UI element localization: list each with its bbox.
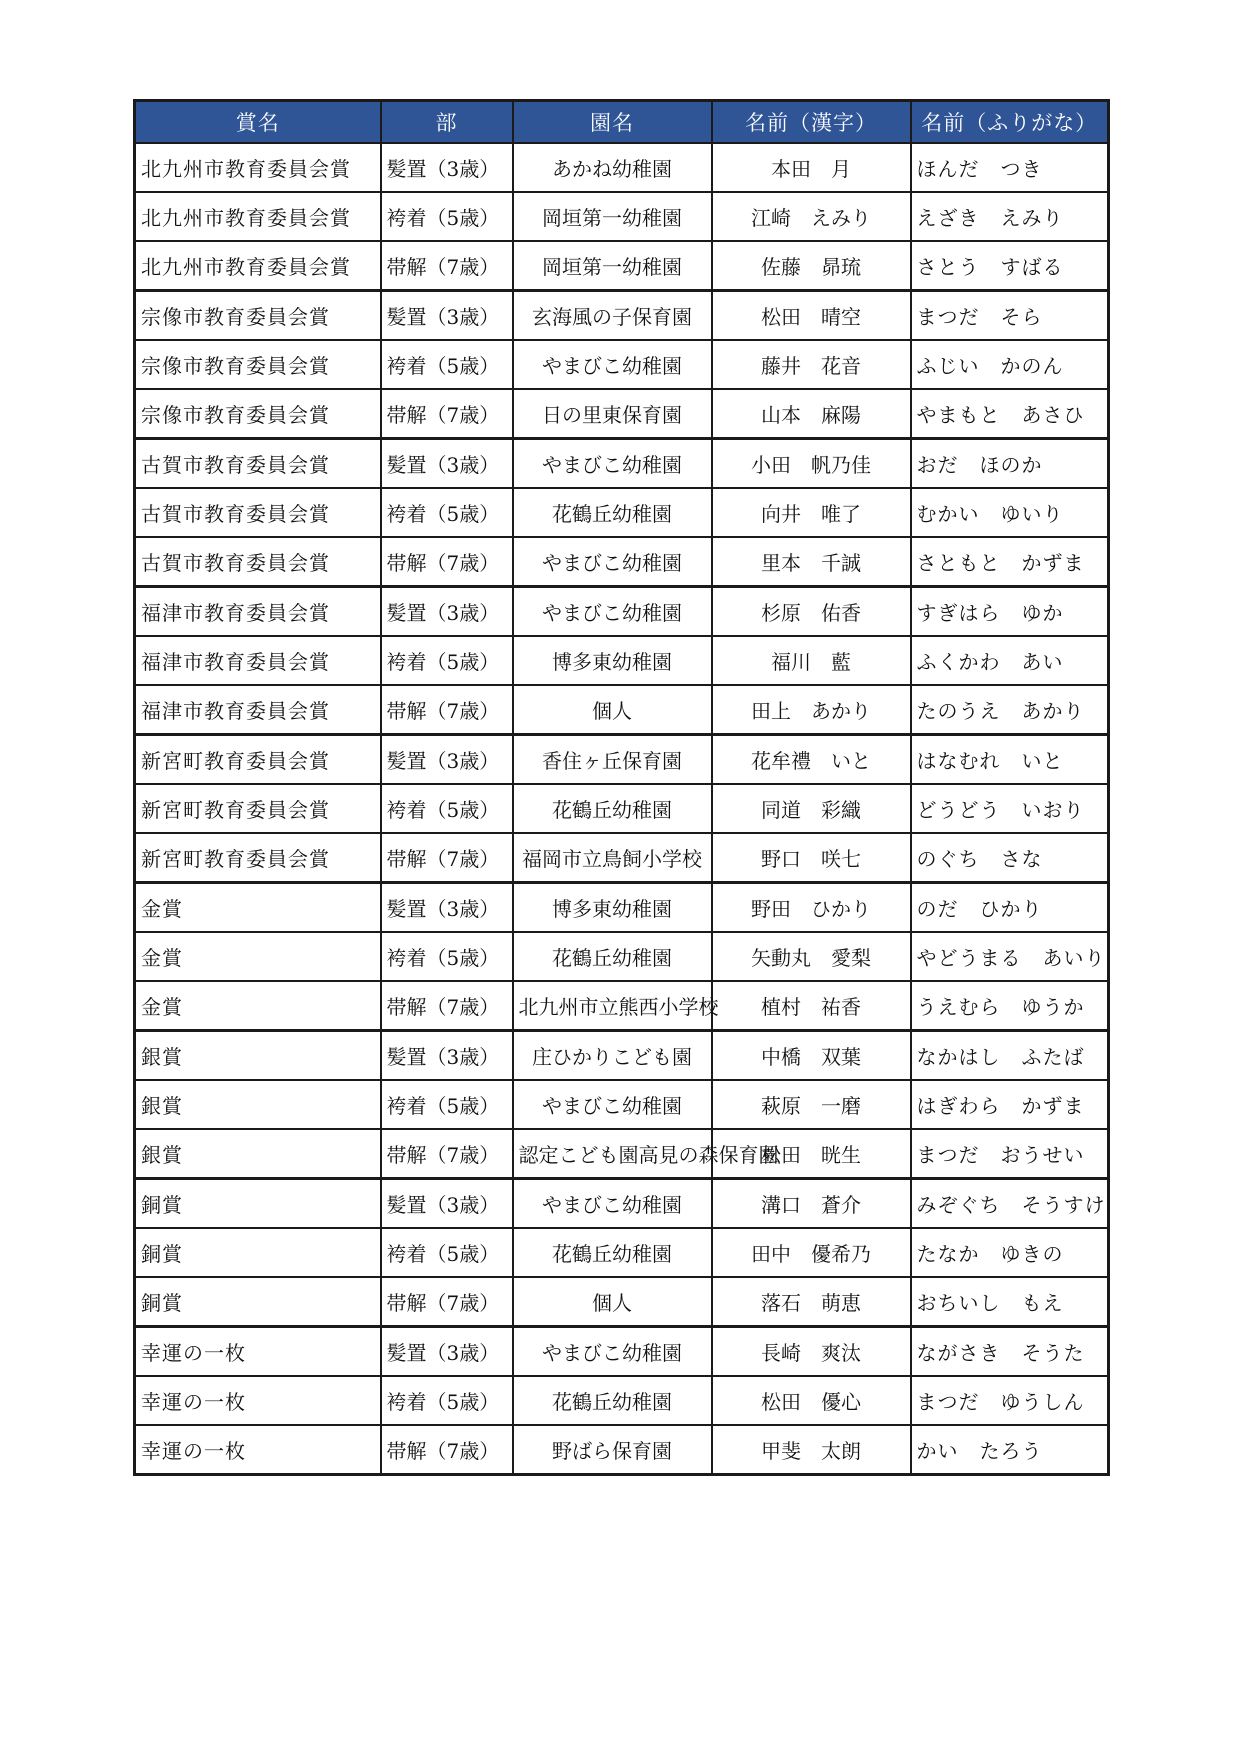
table-row — [135, 439, 1109, 489]
name-kanji-cell: 萩原 一磨 — [712, 1080, 911, 1129]
award-cell: 銅賞 — [135, 1228, 381, 1277]
header-name-kana: 名前（ふりがな） — [911, 101, 1109, 144]
table-row — [135, 1376, 1109, 1425]
name-kana-cell: やまもと あさひ — [911, 389, 1109, 439]
table-row — [135, 143, 1109, 192]
award-cell: 金賞 — [135, 883, 381, 933]
name-kanji-cell: 杉原 佑香 — [712, 587, 911, 637]
school-cell: やまびこ幼稚園 — [513, 439, 712, 489]
division-cell: 袴着（5歳） — [381, 1080, 513, 1129]
name-kana-cell: やどうまる あいり — [911, 932, 1109, 981]
table-row — [135, 981, 1109, 1031]
school-cell: やまびこ幼稚園 — [513, 340, 712, 389]
school-cell: やまびこ幼稚園 — [513, 1080, 712, 1129]
division-cell: 髪置（3歳） — [381, 883, 513, 933]
school-cell: やまびこ幼稚園 — [513, 1327, 712, 1377]
name-kanji-cell: 植村 祐香 — [712, 981, 911, 1031]
name-kanji-cell: 松田 優心 — [712, 1376, 911, 1425]
name-kana-cell: なかはし ふたば — [911, 1031, 1109, 1081]
name-kanji-cell: 溝口 蒼介 — [712, 1179, 911, 1229]
award-cell: 北九州市教育委員会賞 — [135, 241, 381, 291]
name-kanji-cell: 野口 咲七 — [712, 833, 911, 883]
school-cell: やまびこ幼稚園 — [513, 1179, 712, 1229]
table-row — [135, 784, 1109, 833]
division-cell: 袴着（5歳） — [381, 636, 513, 685]
award-cell: 幸運の一枚 — [135, 1327, 381, 1377]
award-cell: 幸運の一枚 — [135, 1376, 381, 1425]
name-kana-cell: のぐち さな — [911, 833, 1109, 883]
school-cell: 日の里東保育園 — [513, 389, 712, 439]
division-cell: 帯解（7歳） — [381, 981, 513, 1031]
award-cell: 新宮町教育委員会賞 — [135, 784, 381, 833]
school-cell: 庄ひかりこども園 — [513, 1031, 712, 1081]
name-kanji-cell: 松田 晴空 — [712, 291, 911, 341]
name-kana-cell: のだ ひかり — [911, 883, 1109, 933]
school-cell: 野ばら保育園 — [513, 1425, 712, 1475]
division-cell: 帯解（7歳） — [381, 685, 513, 735]
school-cell: 玄海風の子保育園 — [513, 291, 712, 341]
table-row — [135, 389, 1109, 439]
name-kanji-cell: 野田 ひかり — [712, 883, 911, 933]
name-kana-cell: みぞぐち そうすけ — [911, 1179, 1109, 1229]
division-cell: 髪置（3歳） — [381, 1179, 513, 1229]
name-kanji-cell: 甲斐 太朗 — [712, 1425, 911, 1475]
award-cell: 幸運の一枚 — [135, 1425, 381, 1475]
division-cell: 袴着（5歳） — [381, 192, 513, 241]
name-kana-cell: うえむら ゆうか — [911, 981, 1109, 1031]
table-row — [135, 883, 1109, 933]
award-cell: 銀賞 — [135, 1080, 381, 1129]
award-cell: 銅賞 — [135, 1277, 381, 1327]
table-row — [135, 1080, 1109, 1129]
name-kana-cell: まつだ そら — [911, 291, 1109, 341]
table-row — [135, 1179, 1109, 1229]
table-row — [135, 932, 1109, 981]
school-cell: やまびこ幼稚園 — [513, 587, 712, 637]
name-kana-cell: さとう すばる — [911, 241, 1109, 291]
table-row — [135, 1228, 1109, 1277]
table-row — [135, 340, 1109, 389]
award-cell: 北九州市教育委員会賞 — [135, 143, 381, 192]
school-cell: 花鶴丘幼稚園 — [513, 488, 712, 537]
name-kana-cell: ほんだ つき — [911, 143, 1109, 192]
table-row — [135, 1031, 1109, 1081]
award-cell: 宗像市教育委員会賞 — [135, 389, 381, 439]
school-cell: 個人 — [513, 685, 712, 735]
name-kanji-cell: 本田 月 — [712, 143, 911, 192]
school-cell: 博多東幼稚園 — [513, 636, 712, 685]
name-kanji-cell: 福川 藍 — [712, 636, 911, 685]
header-division: 部 — [381, 101, 513, 144]
name-kanji-cell: 田中 優希乃 — [712, 1228, 911, 1277]
school-cell: 福岡市立鳥飼小学校 — [513, 833, 712, 883]
division-cell: 帯解（7歳） — [381, 389, 513, 439]
award-cell: 銀賞 — [135, 1129, 381, 1179]
table-row — [135, 291, 1109, 341]
name-kana-cell: すぎはら ゆか — [911, 587, 1109, 637]
table-row — [135, 1277, 1109, 1327]
name-kanji-cell: 落石 萌恵 — [712, 1277, 911, 1327]
name-kana-cell: はぎわら かずま — [911, 1080, 1109, 1129]
school-cell: 北九州市立熊西小学校 — [513, 981, 712, 1031]
school-cell: やまびこ幼稚園 — [513, 537, 712, 587]
division-cell: 袴着（5歳） — [381, 340, 513, 389]
table-row — [135, 833, 1109, 883]
division-cell: 帯解（7歳） — [381, 1277, 513, 1327]
name-kana-cell: たのうえ あかり — [911, 685, 1109, 735]
name-kanji-cell: 花牟禮 いと — [712, 735, 911, 785]
table-row — [135, 537, 1109, 587]
name-kanji-cell: 藤井 花音 — [712, 340, 911, 389]
table-row — [135, 587, 1109, 637]
school-cell: あかね幼稚園 — [513, 143, 712, 192]
division-cell: 髪置（3歳） — [381, 1327, 513, 1377]
table-row — [135, 1327, 1109, 1377]
school-cell: 博多東幼稚園 — [513, 883, 712, 933]
school-cell: 認定こども園高見の森保育園 — [513, 1129, 712, 1179]
division-cell: 袴着（5歳） — [381, 488, 513, 537]
division-cell: 袴着（5歳） — [381, 784, 513, 833]
table-header — [135, 101, 1109, 144]
name-kana-cell: まつだ おうせい — [911, 1129, 1109, 1179]
table-row — [135, 488, 1109, 537]
name-kanji-cell: 江崎 えみり — [712, 192, 911, 241]
division-cell: 帯解（7歳） — [381, 537, 513, 587]
division-cell: 髪置（3歳） — [381, 587, 513, 637]
award-cell: 新宮町教育委員会賞 — [135, 833, 381, 883]
school-cell: 個人 — [513, 1277, 712, 1327]
award-cell: 福津市教育委員会賞 — [135, 685, 381, 735]
division-cell: 袴着（5歳） — [381, 1228, 513, 1277]
division-cell: 帯解（7歳） — [381, 241, 513, 291]
award-cell: 古賀市教育委員会賞 — [135, 439, 381, 489]
award-cell: 金賞 — [135, 932, 381, 981]
award-cell: 銅賞 — [135, 1179, 381, 1229]
division-cell: 髪置（3歳） — [381, 1031, 513, 1081]
school-cell: 花鶴丘幼稚園 — [513, 1228, 712, 1277]
award-cell: 銀賞 — [135, 1031, 381, 1081]
school-cell: 香住ヶ丘保育園 — [513, 735, 712, 785]
school-cell: 花鶴丘幼稚園 — [513, 1376, 712, 1425]
name-kanji-cell: 向井 唯了 — [712, 488, 911, 537]
table-row — [135, 636, 1109, 685]
name-kanji-cell: 矢動丸 愛梨 — [712, 932, 911, 981]
header-school: 園名 — [513, 101, 712, 144]
name-kana-cell: はなむれ いと — [911, 735, 1109, 785]
division-cell: 帯解（7歳） — [381, 1129, 513, 1179]
name-kanji-cell: 同道 彩織 — [712, 784, 911, 833]
award-cell: 宗像市教育委員会賞 — [135, 340, 381, 389]
name-kana-cell: えざき えみり — [911, 192, 1109, 241]
award-cell: 北九州市教育委員会賞 — [135, 192, 381, 241]
name-kana-cell: ふじい かのん — [911, 340, 1109, 389]
table-row — [135, 685, 1109, 735]
award-cell: 福津市教育委員会賞 — [135, 636, 381, 685]
school-cell: 岡垣第一幼稚園 — [513, 241, 712, 291]
division-cell: 帯解（7歳） — [381, 833, 513, 883]
name-kana-cell: さともと かずま — [911, 537, 1109, 587]
school-cell: 花鶴丘幼稚園 — [513, 784, 712, 833]
table-row — [135, 1129, 1109, 1179]
name-kana-cell: ふくかわ あい — [911, 636, 1109, 685]
name-kanji-cell: 長崎 爽汰 — [712, 1327, 911, 1377]
name-kana-cell: まつだ ゆうしん — [911, 1376, 1109, 1425]
award-cell: 古賀市教育委員会賞 — [135, 537, 381, 587]
award-cell: 宗像市教育委員会賞 — [135, 291, 381, 341]
award-cell: 新宮町教育委員会賞 — [135, 735, 381, 785]
division-cell: 髪置（3歳） — [381, 291, 513, 341]
table-row — [135, 735, 1109, 785]
division-cell: 帯解（7歳） — [381, 1425, 513, 1475]
table-row — [135, 241, 1109, 291]
name-kana-cell: むかい ゆいり — [911, 488, 1109, 537]
table-row — [135, 192, 1109, 241]
name-kana-cell: ながさき そうた — [911, 1327, 1109, 1377]
name-kanji-cell: 中橋 双葉 — [712, 1031, 911, 1081]
name-kana-cell: かい たろう — [911, 1425, 1109, 1475]
name-kanji-cell: 山本 麻陽 — [712, 389, 911, 439]
division-cell: 髪置（3歳） — [381, 439, 513, 489]
award-cell: 福津市教育委員会賞 — [135, 587, 381, 637]
header-name-kanji: 名前（漢字） — [712, 101, 911, 144]
name-kana-cell: たなか ゆきの — [911, 1228, 1109, 1277]
name-kana-cell: おちいし もえ — [911, 1277, 1109, 1327]
division-cell: 髪置（3歳） — [381, 735, 513, 785]
award-cell: 金賞 — [135, 981, 381, 1031]
header-award: 賞名 — [135, 101, 381, 144]
school-cell: 花鶴丘幼稚園 — [513, 932, 712, 981]
school-cell: 岡垣第一幼稚園 — [513, 192, 712, 241]
table-body — [135, 143, 1109, 1475]
division-cell: 袴着（5歳） — [381, 1376, 513, 1425]
name-kanji-cell: 松田 晄生 — [712, 1129, 911, 1179]
table-row — [135, 1425, 1109, 1475]
name-kanji-cell: 小田 帆乃佳 — [712, 439, 911, 489]
division-cell: 袴着（5歳） — [381, 932, 513, 981]
name-kanji-cell: 里本 千誠 — [712, 537, 911, 587]
name-kana-cell: どうどう いおり — [911, 784, 1109, 833]
award-results-table — [133, 99, 1110, 1476]
division-cell: 髪置（3歳） — [381, 143, 513, 192]
header-row — [135, 101, 1109, 144]
name-kana-cell: おだ ほのか — [911, 439, 1109, 489]
name-kanji-cell: 田上 あかり — [712, 685, 911, 735]
name-kanji-cell: 佐藤 昴琉 — [712, 241, 911, 291]
award-cell: 古賀市教育委員会賞 — [135, 488, 381, 537]
